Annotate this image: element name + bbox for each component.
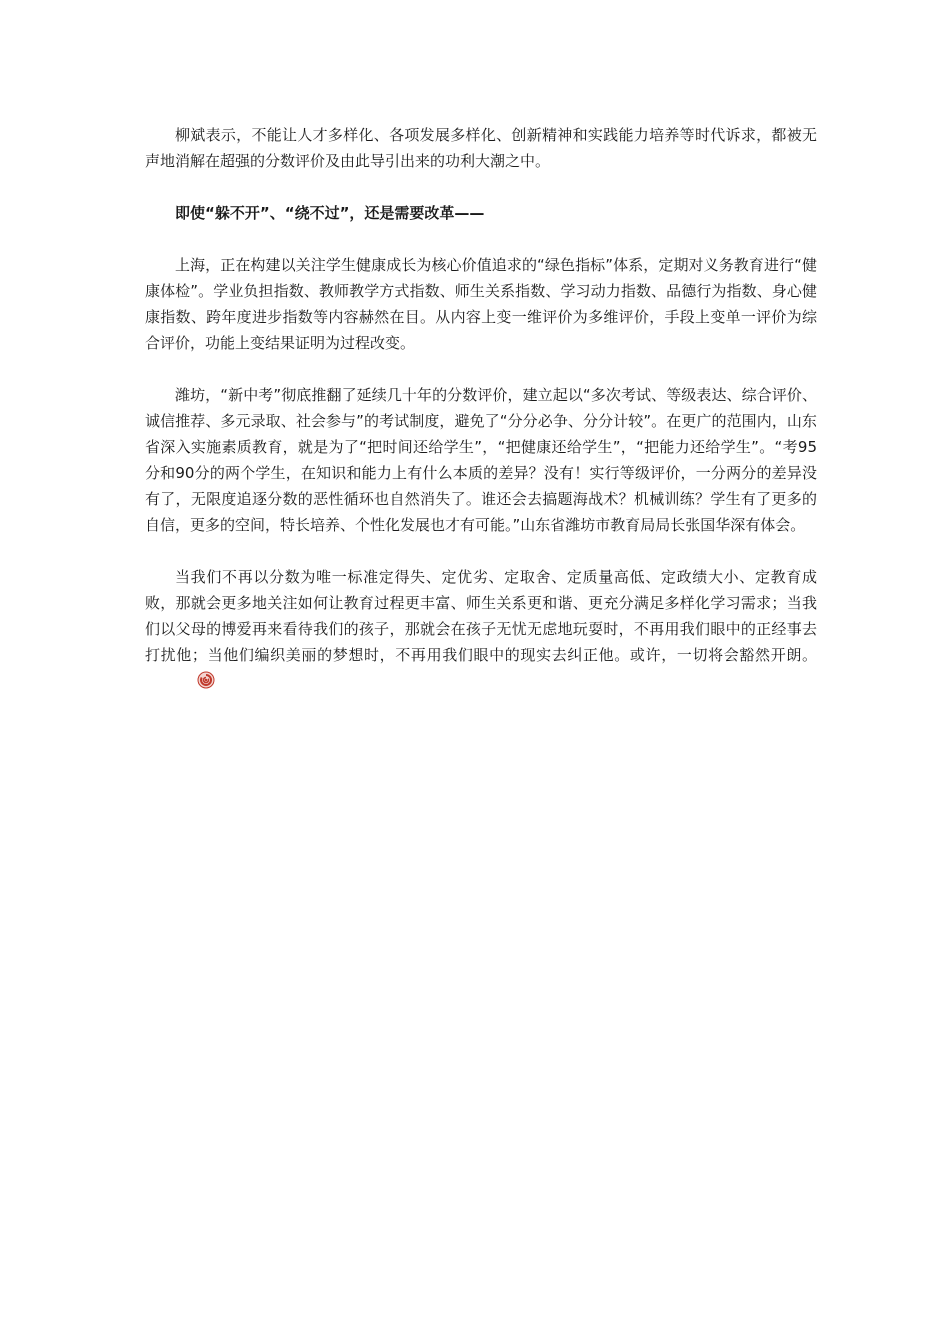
swirl-end-icon bbox=[167, 671, 185, 689]
article-body bbox=[145, 122, 817, 720]
paragraph-shanghai: 上海，正在构建以关注学生健康成长为核心价值追求的“绿色指标”体系，定期对义务教育进行“健康体检”。学业负担指数、教师教学方式指数、师生关系指数、学习动力指数、品德行为指数、身心健康指数、跨年度进步指数等内容赫然在目。从内容上变一维评价为多维评价，手段上变单一评价为综合评价，功能上变结果证明为过程改变。 bbox=[145, 256, 817, 352]
paragraph-conclusion bbox=[145, 564, 817, 694]
paragraph-conclusion-text: 当我们不再以分数为唯一标准定得失、定优劣、定取舍、定质量高低、定政绩大小、定教育成败，那就会更多地关注如何让教育过程更丰富、师生关系更和谐、更充分满足多样化学习需求；当我们以父母的博爱再来看待我们的孩子，那就会在孩子无忧无虑地玩耍时，不再用我们眼中的正经事去打扰他；当他们编织美丽的梦想时，不再用我们眼中的现实去纠正他。或许，一切将会豁然开朗。 bbox=[145, 568, 817, 664]
paragraph-weifang: 潍坊，“新中考”彻底推翻了延续几十年的分数评价，建立起以“多次考试、等级表达、综合评价、诚信推荐、多元录取、社会参与”的考试制度，避免了“分分必争、分分计较”。在更广的范围内，山东省深入实施素质教育，就是为了“把时间还给学生”，“把健康还给学生”，“把能力还给学生”。“考95分和90分的两个学生，在知识和能力上有什么本质的差异？没有！实行等级评价，一分两分的差异没有了，无限度追逐分数的恶性循环也自然消失了。谁还会去搞题海战术？机械训练？学生有了更多的自信，更多的空间，特长培养、个性化发展也才有可能。”山东省潍坊市教育局局长张国华深有体会。 bbox=[145, 386, 817, 534]
paragraph-1: 柳斌表示，不能让人才多样化、各项发展多样化、创新精神和实践能力培养等时代诉求，都被无声地消解在超强的分数评价及由此导引出来的功利大潮之中。 bbox=[145, 126, 817, 170]
section-heading: 即使“躲不开”、“绕不过”，还是需要改革—— bbox=[175, 204, 485, 222]
